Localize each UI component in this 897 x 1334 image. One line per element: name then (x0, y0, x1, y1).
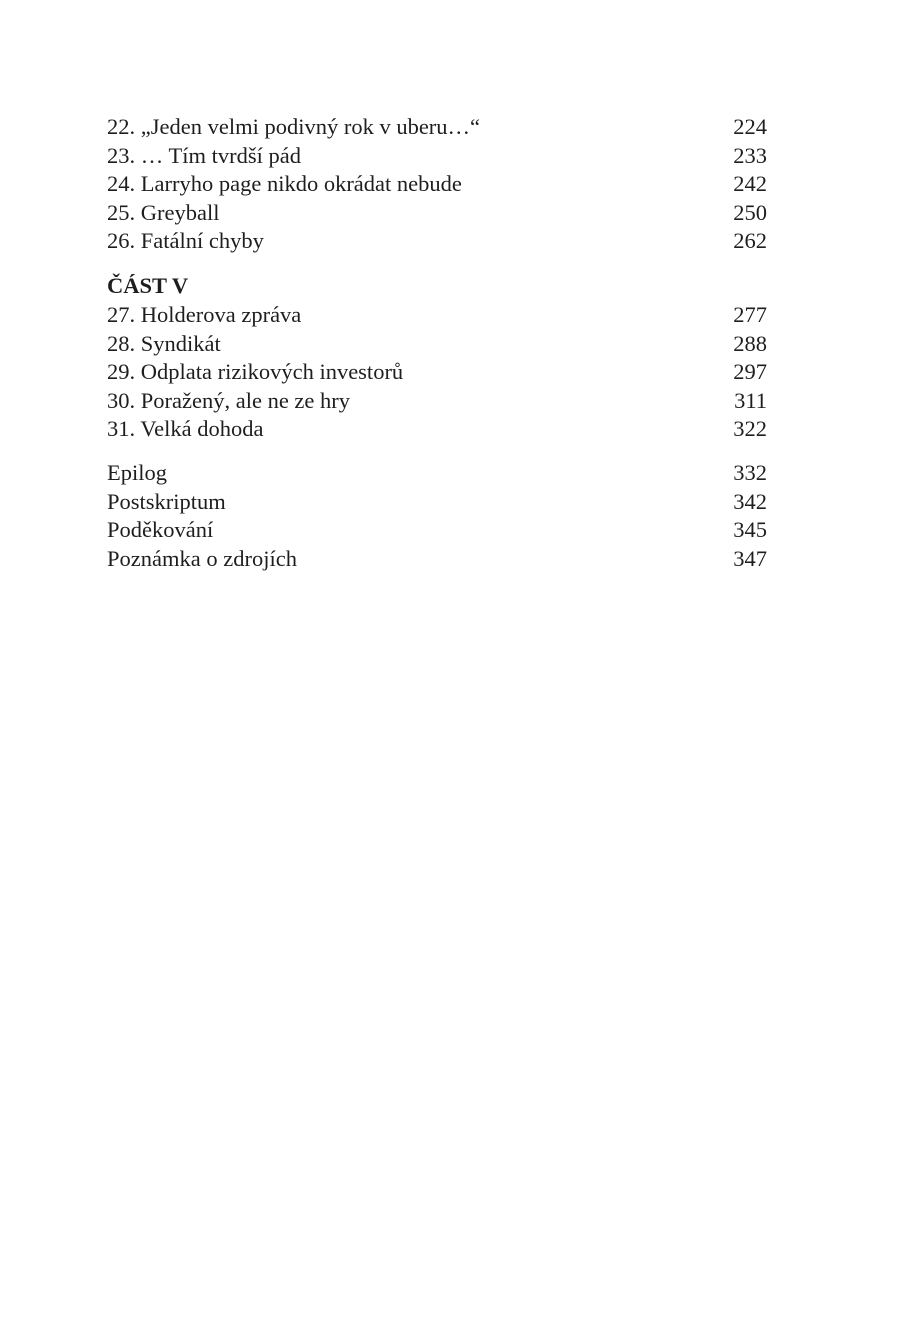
toc-entry-title: Epilog (107, 459, 167, 485)
toc-entry-page: 342 (733, 488, 767, 514)
toc-entry-page: 311 (734, 387, 767, 413)
toc-entry (107, 170, 767, 199)
toc-entry-page: 288 (733, 330, 767, 356)
toc-entry-page: 262 (733, 228, 767, 254)
toc-entry-page: 242 (733, 171, 767, 197)
toc-entry (107, 142, 767, 171)
toc-part-heading (107, 271, 767, 301)
toc-entry-title: 29. Odplata rizikových investorů (107, 359, 404, 385)
toc-entry-page: 347 (733, 545, 767, 571)
toc-entry (107, 301, 767, 330)
toc-entry (107, 516, 767, 545)
toc-entry-title: 27. Holderova zpráva (107, 301, 302, 327)
toc-entry (107, 358, 767, 387)
toc-entry (107, 199, 767, 228)
toc-entry-title: 25. Greyball (107, 199, 220, 225)
toc-entry-page: 233 (733, 142, 767, 168)
table-of-contents (107, 113, 767, 573)
toc-entry-title: 26. Fatální chyby (107, 228, 264, 254)
toc-entry-page: 224 (733, 114, 767, 139)
toc-entry-page: 250 (733, 199, 767, 225)
toc-entry (107, 113, 767, 142)
toc-entry-title: Postskriptum (107, 488, 226, 514)
toc-entry (107, 415, 767, 444)
toc-entry-page: 345 (733, 517, 767, 543)
toc-entry (107, 545, 767, 574)
toc-group-back-matter (107, 459, 767, 573)
toc-group-chapters-22-26 (107, 113, 767, 256)
toc-entry-title: Poděkování (107, 517, 214, 543)
toc-entry-page: 277 (733, 301, 767, 327)
toc-group-part-v (107, 271, 767, 444)
part-heading-text: ČÁST V (107, 272, 189, 298)
toc-entry (107, 459, 767, 488)
toc-entry-title: 31. Velká dohoda (107, 416, 264, 442)
toc-entry (107, 227, 767, 256)
toc-entry-title: 24. Larryho page nikdo okrádat nebude (107, 171, 462, 197)
toc-entry-title: 23. … Tím tvrdší pád (107, 142, 301, 168)
toc-entry-title: 30. Poražený, ale ne ze hry (107, 387, 351, 413)
toc-entry-title: 22. „Jeden velmi podivný rok v uberu…“ (107, 114, 481, 139)
toc-entry (107, 387, 767, 416)
toc-entry (107, 330, 767, 359)
toc-entry-title: 28. Syndikát (107, 330, 221, 356)
toc-entry-title: Poznámka o zdrojích (107, 545, 297, 571)
toc-entry-page: 297 (733, 359, 767, 385)
toc-entry (107, 488, 767, 517)
toc-entry-page: 322 (733, 416, 767, 442)
toc-entry-page: 332 (733, 459, 767, 485)
